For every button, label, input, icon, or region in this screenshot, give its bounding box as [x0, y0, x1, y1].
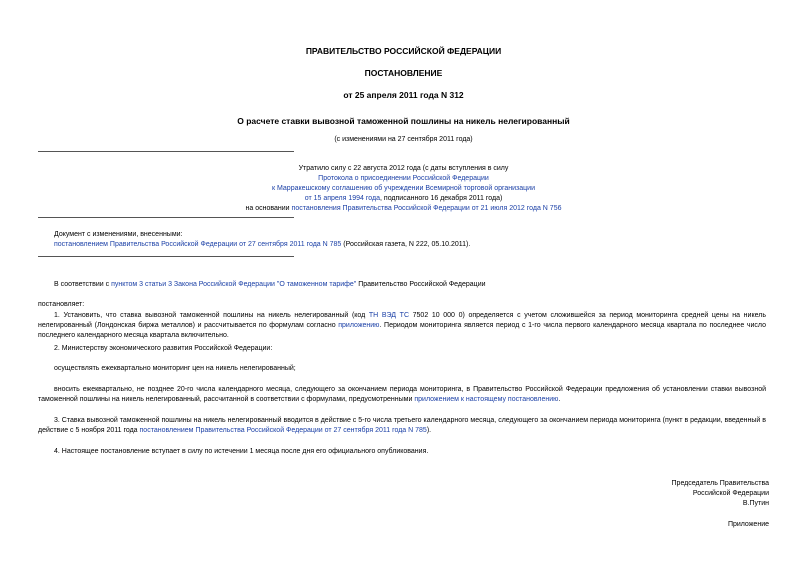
tnved-link[interactable]: ТН ВЭД ТС: [368, 312, 410, 319]
lost-force-line2: [0, 174, 807, 184]
changes-rest: (Российская газета, N 222, 05.10.2011).: [341, 241, 471, 248]
item-1-part3: . Периодом мониторинга является период с 1-го числа первого календарного месяца квартала по последнее число последнего календарного месяца квартала включительно.: [38, 322, 766, 339]
lost-force-line4: [0, 194, 807, 204]
item-1: [38, 311, 766, 341]
signature-name: В.Путин: [742, 500, 769, 507]
item-2-proposals-part1: вносить ежеквартально, не позднее 20-го числа календарного месяца, следующего за окончанием периода мониторинга, в Правительство Российской Федерации предложения об установлении ставки вывозной таможенной пошлины на никель нелегированный, рассчитанной в соответствии с формулами, предусмотренными: [38, 386, 766, 403]
appendix-to-resolution-link[interactable]: приложением к настоящему постановлению: [414, 396, 559, 403]
lost-force-line1: Утратило силу с 22 августа 2012 года (с даты вступления в силу: [298, 165, 509, 172]
resolution-756-link[interactable]: постановления Правительства Российской Федерации от 21 июля 2012 года N 756: [291, 205, 562, 212]
item-1-part2: 7502 10 000 0) определяется с учетом сложившейся за период мониторинга средней цены на никель нелегированный (Лондонская биржа металлов) и рассчитывается по формулам согласно: [38, 312, 766, 329]
appendix-link[interactable]: приложению: [338, 322, 380, 329]
item-3-part2: ).: [426, 427, 432, 434]
resolution-785-link-2[interactable]: постановлением Правительства Российской Федерации от 27 сентября 2011 года N 785: [139, 427, 427, 434]
item-2: 2. Министерству экономического развития Российской Федерации:: [54, 345, 273, 352]
item-4: 4. Настоящее постановление вступает в силу по истечении 1 месяца после дня его официального опубликования.: [54, 448, 429, 455]
header-date-number: от 25 апреля 2011 года N 312: [343, 90, 464, 100]
preamble-prefix: В соответствии с: [54, 281, 112, 288]
lost-force-line4-rest: , подписанного 16 декабря 2011 года): [380, 195, 503, 202]
item-1-part1: 1. Установить, что ставка вывозной таможенной пошлины на никель нелегированный (код: [54, 312, 369, 319]
item-3: [38, 416, 766, 436]
signature-title: Председатель Правительства: [671, 480, 769, 487]
agreement-date-link[interactable]: от 15 апреля 1994 года: [304, 195, 381, 202]
divider-bottom: [38, 256, 294, 257]
divider-middle: [38, 217, 294, 218]
resolution-785-link[interactable]: постановлением Правительства Российской Федерации от 27 сентября 2011 года N 785: [54, 241, 342, 248]
item-2-proposals-part2: .: [558, 396, 561, 403]
amendments-note: (с изменениями на 27 сентября 2011 года): [334, 136, 473, 143]
changes-label: Документ с изменениями, внесенными:: [54, 231, 183, 238]
document-title: О расчете ставки вывозной таможенной пошлины на никель нелегированный: [237, 116, 570, 126]
signature-country: Российской Федерации: [692, 490, 769, 497]
header-doc-type: ПОСТАНОВЛЕНИЕ: [364, 68, 443, 78]
preamble-suffix: Правительство Российской Федерации: [356, 281, 486, 288]
changes-line: [54, 240, 766, 250]
item-2-proposals: [38, 385, 766, 405]
preamble: [38, 280, 766, 290]
appendix-label: Приложение: [727, 521, 769, 528]
item-2-monitoring: осуществлять ежеквартально мониторинг цен на никель нелегированный;: [54, 365, 296, 372]
lost-force-line5-prefix: на основании: [245, 205, 292, 212]
header-government: ПРАВИТЕЛЬСТВО РОССИЙСКОЙ ФЕДЕРАЦИИ: [305, 46, 502, 56]
customs-tariff-law-link[interactable]: пунктом 3 статьи 3 Закона Российской Федерации "О таможенном тарифе": [111, 281, 357, 288]
decides: постановляет:: [38, 301, 85, 308]
item-3-part1: 3. Ставка вывозной таможенной пошлины на никель нелегированный вводится в действие с 5-го числа третьего календарного месяца, следующего за окончанием периода мониторинга (пункт в редакции, введенный в действие с 5 ноября 2011 года: [38, 417, 766, 434]
lost-force-line5: [0, 204, 807, 214]
protocol-link[interactable]: Протокола о присоединении Российской Федерации: [318, 175, 489, 182]
divider-top: [38, 151, 294, 152]
marrakesh-agreement-link[interactable]: к Марракешскому соглашению об учреждении Всемирной торговой организации: [271, 185, 535, 192]
lost-force-line3: [0, 184, 807, 194]
